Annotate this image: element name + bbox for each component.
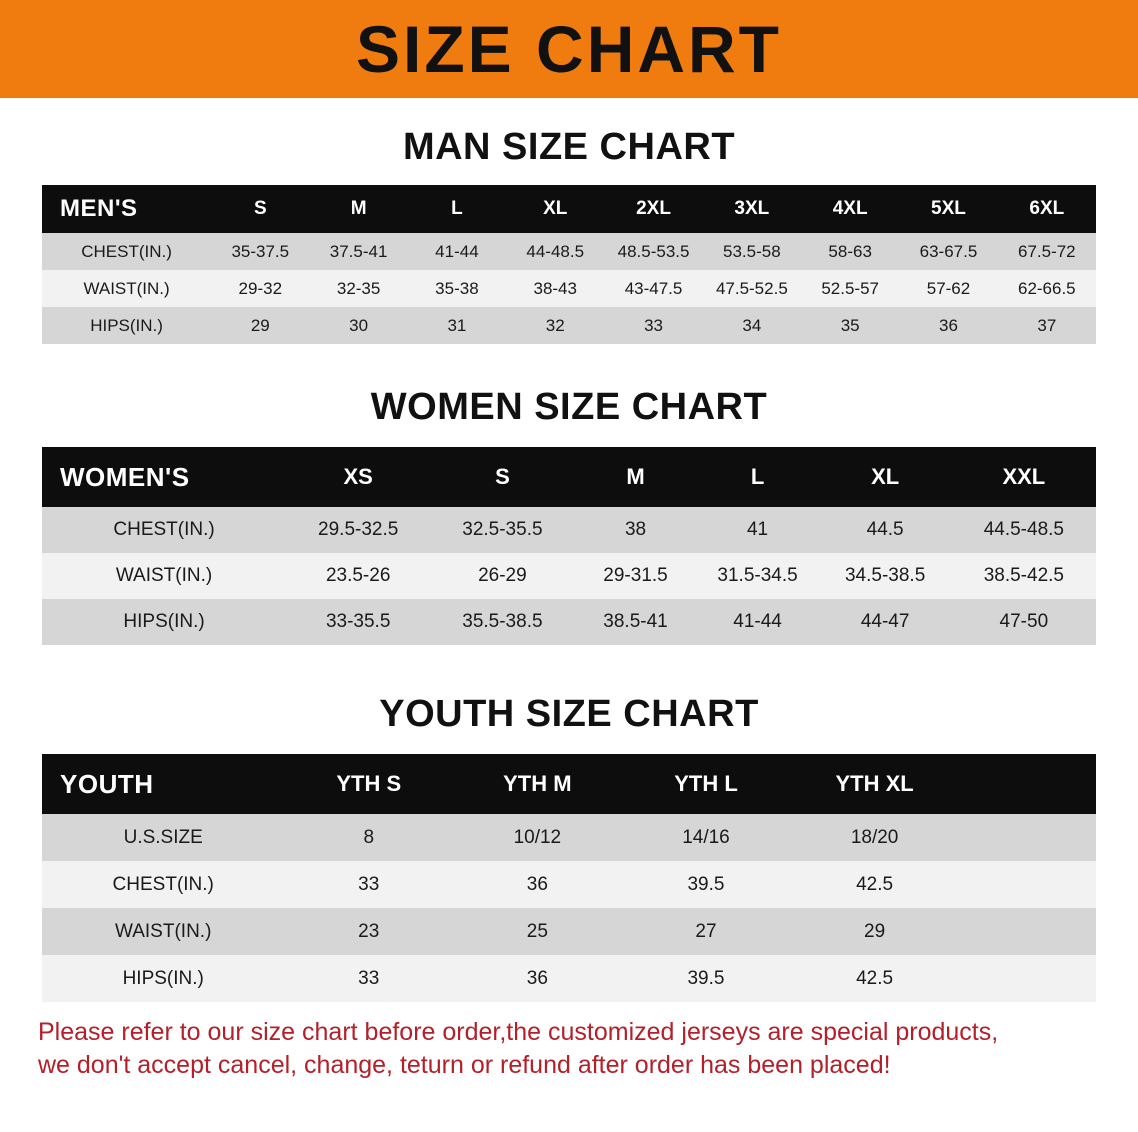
man-row-0-label: CHEST(IN.) (81, 241, 172, 261)
man-r2c0: 29 (250, 315, 270, 335)
women-row-2-label: HIPS(IN.) (123, 611, 205, 632)
youth-r1c2: 39.5 (687, 873, 725, 895)
women-r2c5: 47-50 (999, 611, 1049, 632)
youth-r0-spacer (959, 814, 1096, 861)
man-r2c3: 32 (545, 315, 565, 335)
man-r0c4: 48.5-53.5 (617, 241, 690, 261)
man-row-1-label: WAIST(IN.) (83, 278, 170, 298)
youth-r2c1: 25 (526, 920, 548, 942)
man-r0c2: 41-44 (435, 241, 479, 261)
table-row (42, 553, 1096, 599)
women-col-2: M (575, 447, 697, 507)
man-r1c5: 47.5-52.5 (715, 278, 788, 298)
header-banner (0, 0, 1138, 98)
table-row (42, 599, 1096, 645)
youth-r1c3: 42.5 (856, 873, 894, 895)
man-r1c4: 43-47.5 (624, 278, 683, 298)
man-r2c5: 34 (742, 315, 762, 335)
youth-row-3-label: HIPS(IN.) (122, 967, 204, 989)
women-section-title: WOMEN SIZE CHART (370, 386, 768, 428)
women-col-5: XXL (952, 447, 1096, 507)
youth-r0c3: 18/20 (850, 826, 899, 848)
man-header-label: MEN'S (42, 185, 211, 233)
youth-col-3: YTH XL (790, 754, 959, 814)
youth-r3c1: 36 (526, 967, 548, 989)
man-row-2-label: HIPS(IN.) (90, 315, 163, 335)
youth-header-label: YOUTH (42, 754, 284, 814)
youth-r0c2: 14/16 (682, 826, 730, 848)
man-r0c6: 58-63 (828, 241, 872, 261)
women-col-3: L (697, 447, 819, 507)
women-row-1-label: WAIST(IN.) (115, 565, 213, 586)
man-col-7: 5XL (899, 185, 997, 233)
man-r2c7: 36 (939, 315, 958, 335)
man-r0c5: 53.5-58 (723, 241, 781, 261)
women-size-table (42, 447, 1096, 645)
table-row (42, 955, 1096, 1002)
women-r0c3: 41 (746, 519, 769, 540)
man-r1c0: 29-32 (238, 278, 283, 298)
women-r2c2: 38.5-41 (603, 611, 668, 632)
man-r1c3: 38-43 (533, 278, 577, 298)
man-r1c8: 62-66.5 (1017, 278, 1076, 298)
policy-note-line-1: Please refer to our size chart before order,the customized jerseys are special products, (38, 1018, 999, 1046)
women-col-4: XL (819, 447, 952, 507)
youth-row-2-label: WAIST(IN.) (115, 920, 212, 942)
women-r0c0: 29.5-32.5 (318, 519, 399, 540)
youth-size-table (42, 754, 1096, 1002)
women-col-1: S (430, 447, 574, 507)
women-r1c0: 23.5-26 (325, 565, 391, 586)
women-r1c5: 38.5-42.5 (983, 565, 1064, 586)
man-r2c4: 33 (644, 315, 663, 335)
youth-table-wrapper (42, 754, 1096, 1002)
table-header-row (42, 447, 1096, 507)
man-r2c2: 31 (447, 315, 467, 335)
man-r2c6: 35 (840, 315, 860, 335)
women-col-0: XS (286, 447, 430, 507)
youth-r0c1: 10/12 (513, 826, 562, 848)
youth-r3c3: 42.5 (856, 967, 894, 989)
youth-col-0: YTH S (284, 754, 453, 814)
man-r1c1: 32-35 (336, 278, 381, 298)
man-col-2: L (408, 185, 506, 233)
women-r0c5: 44.5-48.5 (983, 519, 1064, 540)
man-r2c1: 30 (349, 315, 369, 335)
women-header-label: WOMEN'S (42, 447, 286, 507)
man-table-wrapper (42, 185, 1096, 344)
youth-r1c1: 36 (526, 873, 548, 895)
women-r2c0: 33-35.5 (325, 611, 391, 632)
youth-r2c3: 29 (864, 920, 886, 942)
youth-r3-spacer (959, 955, 1096, 1002)
man-size-table (42, 185, 1096, 344)
man-col-8: 6XL (998, 185, 1096, 233)
table-header-row (42, 754, 1096, 814)
man-section-title: MAN SIZE CHART (402, 126, 736, 168)
youth-row-0-label: U.S.SIZE (123, 826, 203, 848)
man-r1c7: 57-62 (926, 278, 971, 298)
youth-col-2: YTH L (622, 754, 791, 814)
women-r2c1: 35.5-38.5 (462, 611, 543, 632)
table-row (42, 233, 1096, 270)
table-row (42, 814, 1096, 861)
women-r0c2: 38 (624, 519, 647, 540)
youth-section-title: YOUTH SIZE CHART (379, 693, 759, 735)
women-r1c2: 29-31.5 (603, 565, 668, 586)
youth-row-1-label: CHEST(IN.) (112, 873, 214, 895)
women-r0c4: 44.5 (866, 519, 904, 540)
man-col-4: 2XL (604, 185, 702, 233)
man-col-6: 4XL (801, 185, 899, 233)
women-r1c4: 34.5-38.5 (844, 565, 926, 586)
man-r2c8: 37 (1037, 315, 1057, 335)
man-r0c7: 63-67.5 (919, 241, 978, 261)
youth-col-1: YTH M (453, 754, 622, 814)
man-r0c1: 37.5-41 (329, 241, 388, 261)
women-r2c3: 41-44 (733, 611, 782, 632)
table-row (42, 861, 1096, 908)
women-r2c4: 44-47 (860, 611, 910, 632)
man-col-0: S (211, 185, 309, 233)
youth-r2c2: 27 (695, 920, 717, 942)
table-row (42, 507, 1096, 553)
women-table-wrapper (42, 447, 1096, 645)
policy-note-line-2: we don't accept cancel, change, teturn or refund after order has been placed! (38, 1051, 891, 1079)
women-r0c1: 32.5-35.5 (462, 519, 543, 540)
youth-r2c0: 23 (358, 920, 380, 942)
youth-r2-spacer (959, 908, 1096, 955)
youth-r1-spacer (959, 861, 1096, 908)
man-col-3: XL (506, 185, 604, 233)
man-r0c8: 67.5-72 (1017, 241, 1076, 261)
youth-r3c0: 33 (358, 967, 380, 989)
man-r0c3: 44-48.5 (526, 241, 585, 261)
man-col-5: 3XL (703, 185, 801, 233)
youth-r0c0: 8 (363, 826, 375, 848)
man-r0c0: 35-37.5 (231, 241, 290, 261)
man-col-1: M (309, 185, 407, 233)
youth-r3c2: 39.5 (687, 967, 725, 989)
policy-note (38, 1016, 1100, 1082)
table-row (42, 270, 1096, 307)
man-r1c2: 35-38 (435, 278, 479, 298)
youth-header-spacer (959, 754, 1096, 814)
women-r1c3: 31.5-34.5 (717, 565, 798, 586)
table-header-row (42, 185, 1096, 233)
women-row-0-label: CHEST(IN.) (113, 519, 215, 540)
page-title: SIZE CHART (356, 12, 782, 86)
table-row (42, 908, 1096, 955)
man-r1c6: 52.5-57 (821, 278, 879, 298)
youth-r1c0: 33 (358, 873, 380, 895)
table-row (42, 307, 1096, 344)
women-r1c1: 26-29 (478, 565, 527, 586)
